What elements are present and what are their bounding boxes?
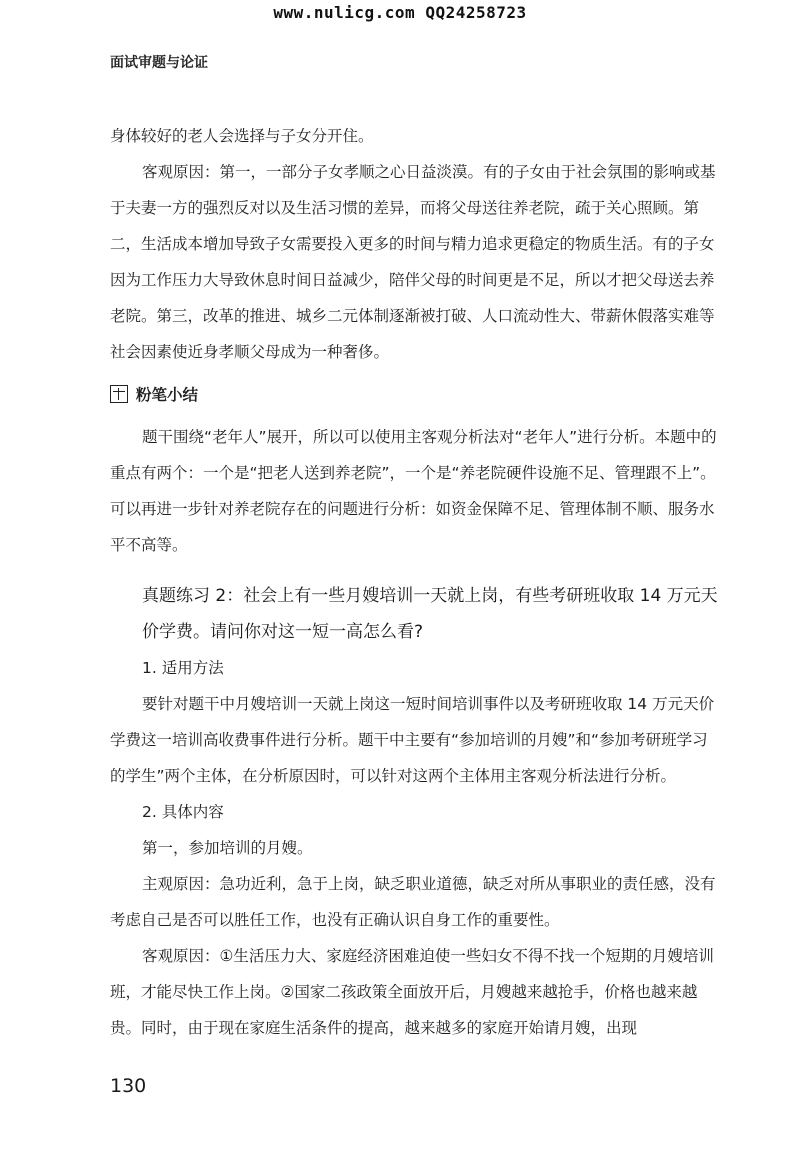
paragraph: 要针对题干中月嫂培训一天就上岗这一短时间培训事件以及考研班收取 14 万元天价学费这一培训高收费事件进行分析。题干中主要有“参加培训的月嫂”和“参加考研班学习的学生”两个主体，在分析原因时，可以针对这两个主体用主客观分析法进行分析。 (110, 695, 715, 785)
watermark: www.nulicg.com QQ24258723 (273, 3, 527, 22)
paragraph: 客观原因：第一，一部分子女孝顺之心日益淡漠。有的子女由于社会氛围的影响或基于夫妻一方的强烈反对以及生活习惯的差异，而将父母送往养老院，疏于关心照顾。第二，生活成本增加导致子女需要投入更多的时间与精力追求更稳定的物质生活。有的子女因为工作压力大导致休息时间日益减少，陪伴父母的时间更是不足，所以才把父母送去养老院。第三，改革的推进、城乡二元体制逐渐被打破、人口流动性大、带薪休假落实难等社会因素使近身孝顺父母成为一种奢侈。 (110, 163, 716, 361)
paragraph: 题干围绕“老年人”展开，所以可以使用主客观分析法对“老年人”进行分析。本题中的重点有两个：一个是“把老人送到养老院”，一个是“养老院硬件设施不足、管理跟不上”。可以再进一步针对养老院存在的问题进行分析：如资金保障不足、管理体制不顺、服务水平不高等。 (110, 428, 717, 554)
body-block-2 (110, 419, 722, 563)
paragraph: 第一，参加培训的月嫂。 (142, 839, 313, 857)
body-block-1 (110, 118, 722, 370)
paragraph: 身体较好的老人会选择与子女分开住。 (110, 127, 374, 145)
body-block-3 (110, 650, 722, 1046)
paragraph: 主观原因：急功近利，急于上岗，缺乏职业道德，缺乏对所从事职业的责任感，没有考虑自己是否可以胜任工作，也没有正确认识自身工作的重要性。 (110, 875, 716, 929)
section-title: 粉笔小结 (136, 386, 199, 404)
subheading: 1. 适用方法 (142, 659, 224, 677)
page-number: 130 (110, 1075, 147, 1097)
chalk-icon (110, 385, 128, 403)
paragraph: 客观原因：①生活压力大、家庭经济困难迫使一些妇女不得不找一个短期的月嫂培训班，才能尽快工作上岗。②国家二孩政策全面放开后，月嫂越来越抢手，价格也越来越贵。同时，由于现在家庭生活条件的提高，越来越多的家庭开始请月嫂，出现 (110, 947, 714, 1037)
section-heading (110, 383, 198, 405)
running-head: 面试审题与论证 (110, 55, 208, 71)
question-title: 真题练习 2：社会上有一些月嫂培训一天就上岗，有些考研班收取 14 万元天价学费。请问你对这一短一高怎么看? (142, 586, 718, 642)
subheading: 2. 具体内容 (142, 803, 224, 821)
